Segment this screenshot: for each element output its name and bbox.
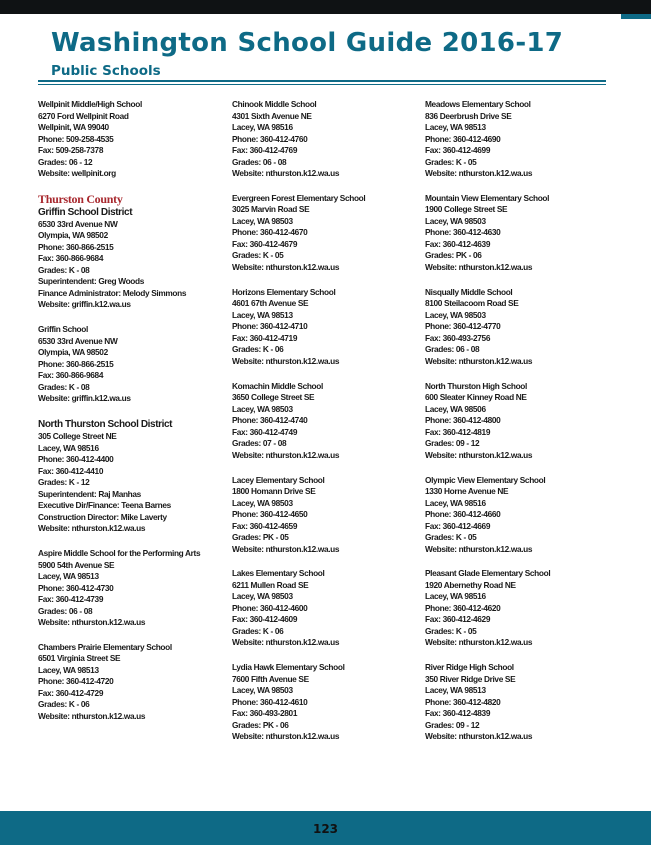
entry-line: Website: nthurston.k12.wa.us: [232, 168, 340, 178]
entry-line: Website: nthurston.k12.wa.us: [425, 261, 533, 272]
entry-line: Phone: 360-412-4600: [232, 602, 308, 613]
entry-line: Phone: 360-412-4610: [232, 696, 308, 707]
school-entry: [38, 324, 223, 405]
entry-line: 1800 Homann Drive SE: [232, 486, 316, 497]
school-entry: [425, 99, 610, 180]
entry-line: Fax: 360-493-2801: [232, 708, 298, 719]
school-entry: [38, 642, 223, 723]
entry-line: Website: nthurston.k12.wa.us: [425, 637, 533, 648]
school-name: Mountain View Elementary School: [425, 192, 550, 203]
school-entry: [38, 99, 223, 180]
entry-line: Fax: 360-412-4729: [38, 687, 104, 698]
entry-line: 1330 Horne Avenue NE: [425, 486, 509, 497]
entry-line: Phone: 360-412-4710: [232, 321, 308, 332]
entry-line: Lacey, WA 98513: [232, 309, 293, 320]
entry-line: 7600 Fifth Avenue SE: [232, 673, 309, 684]
school-entry: [232, 193, 417, 274]
entry-line: Website: nthurston.k12.wa.us: [232, 637, 340, 648]
entry-line: Website: nthurston.k12.wa.us: [38, 710, 146, 721]
entry-line: Fax: 360-412-4669: [425, 520, 491, 531]
entry-line: Phone: 360-412-4690: [425, 133, 501, 144]
entry-line: Grades: 06 - 08: [425, 344, 480, 355]
entry-line: Fax: 360-412-4699: [425, 145, 491, 155]
entry-line: Fax: 360-493-2756: [425, 332, 491, 343]
school-entry: [38, 548, 223, 629]
entry-line: Grades: K - 06: [38, 699, 90, 710]
entry-line: 8100 Steilacoom Road SE: [425, 298, 519, 309]
entry-line: Website: nthurston.k12.wa.us: [232, 731, 340, 742]
entry-line: Lacey, WA 98503: [232, 591, 293, 602]
entry-line: Construction Director: Mike Laverty: [38, 511, 167, 522]
entry-line: 600 Sleater Kinney Road NE: [425, 392, 527, 403]
entry-line: Fax: 360-412-4839: [425, 708, 491, 719]
school-entry: [425, 287, 610, 368]
entry-line: Lacey, WA 98503: [425, 215, 486, 226]
entry-line: Phone: 360-412-4740: [232, 415, 308, 426]
entry-line: Grades: PK - 06: [232, 719, 289, 730]
school-name: Lydia Hawk Elementary School: [232, 662, 345, 673]
entry-line: Lacey, WA 98503: [232, 403, 293, 414]
entry-line: Grades: K - 06: [232, 344, 284, 355]
page-title: Washington School Guide 2016-17: [51, 28, 564, 58]
entry-line: Lacey, WA 98516: [38, 442, 99, 453]
entry-line: Phone: 360-866-2515: [38, 358, 114, 369]
entry-line: 350 River Ridge Drive SE: [425, 673, 516, 684]
header-rule: [38, 80, 606, 82]
entry-line: Grades: PK - 05: [232, 532, 289, 543]
school-name: Lacey Elementary School: [232, 474, 325, 485]
school-name: Evergreen Forest Elementary School: [232, 192, 366, 203]
entry-line: 6501 Virginia Street SE: [38, 653, 121, 664]
entry-line: Website: nthurston.k12.wa.us: [425, 168, 533, 178]
school-entry: [425, 568, 610, 649]
entry-line: Phone: 360-412-4670: [232, 227, 308, 238]
entry-line: 305 College Street NE: [38, 431, 117, 442]
entry-line: Phone: 360-412-4730: [38, 582, 114, 593]
column-2: [232, 99, 417, 756]
entry-line: Website: wellpinit.org: [38, 168, 116, 178]
entry-line: Olympia, WA 98502: [38, 230, 108, 241]
entry-line: Fax: 360-412-4659: [232, 520, 298, 531]
entry-line: 1920 Abernethy Road NE: [425, 579, 516, 590]
entry-line: Fax: 360-412-4609: [232, 614, 298, 625]
entry-line: Phone: 509-258-4535: [38, 133, 114, 144]
entry-line: Phone: 360-412-4650: [232, 509, 308, 520]
entry-line: Website: nthurston.k12.wa.us: [425, 355, 533, 366]
entry-line: Grades: 06 - 08: [232, 156, 287, 167]
entry-line: Fax: 360-412-4819: [425, 426, 491, 437]
entry-line: Grades: K - 12: [38, 477, 90, 488]
entry-line: Website: griffin.k12.wa.us: [38, 393, 131, 404]
entry-line: Phone: 360-412-4720: [38, 676, 114, 687]
entry-line: Website: nthurston.k12.wa.us: [232, 355, 340, 366]
entry-line: Website: nthurston.k12.wa.us: [232, 261, 340, 272]
school-name: Lakes Elementary School: [232, 568, 325, 579]
school-entry: [425, 193, 610, 274]
entry-line: 6530 33rd Avenue NW: [38, 335, 118, 346]
county-heading: Thurston County: [38, 191, 123, 206]
entry-line: Fax: 509-258-7378: [38, 145, 104, 155]
school-name: Griffin School: [38, 324, 88, 335]
header-rule-thin: [38, 84, 606, 85]
school-entry: [425, 381, 610, 462]
entry-line: Grades: 09 - 12: [425, 438, 480, 449]
district-heading: North Thurston School District: [38, 419, 173, 431]
entry-line: Superintendent: Greg Woods: [38, 276, 144, 287]
school-entry: [425, 475, 610, 556]
entry-line: Lacey, WA 98503: [232, 215, 293, 226]
school-name: River Ridge High School: [425, 662, 514, 673]
entry-line: Website: nthurston.k12.wa.us: [425, 731, 533, 742]
school-entry: [38, 418, 223, 535]
school-entry: [232, 381, 417, 462]
entry-line: Website: nthurston.k12.wa.us: [232, 449, 340, 460]
entry-line: Grades: K - 05: [425, 156, 477, 167]
school-name: Chambers Prairie Elementary School: [38, 641, 172, 652]
entry-line: Fax: 360-412-4769: [232, 145, 298, 155]
entry-line: 1900 College Street SE: [425, 204, 508, 215]
entry-line: Executive Dir/Finance: Teena Barnes: [38, 500, 171, 511]
entry-line: Phone: 360-412-4630: [425, 227, 501, 238]
column-3: [425, 99, 610, 756]
top-bar: [0, 0, 651, 14]
entry-line: 4301 Sixth Avenue NE: [232, 110, 312, 121]
entry-line: 6211 Mullen Road SE: [232, 579, 309, 590]
school-name: Komachin Middle School: [232, 380, 323, 391]
school-name: Wellpinit Middle/High School: [38, 99, 142, 109]
school-entry: [425, 662, 610, 743]
entry-line: Grades: 07 - 08: [232, 438, 287, 449]
school-name: North Thurston High School: [425, 380, 527, 391]
entry-line: Lacey, WA 98503: [232, 685, 293, 696]
entry-line: Phone: 360-412-4770: [425, 321, 501, 332]
page-number: 123: [312, 822, 339, 836]
entry-line: Superintendent: Raj Manhas: [38, 488, 141, 499]
entry-line: Website: nthurston.k12.wa.us: [425, 543, 533, 554]
entry-line: Grades: 06 - 08: [38, 605, 93, 616]
district-heading: Griffin School District: [38, 206, 133, 218]
entry-line: Lacey, WA 98506: [425, 403, 486, 414]
entry-line: Lacey, WA 98513: [38, 664, 99, 675]
entry-line: Phone: 360-412-4820: [425, 696, 501, 707]
school-name: Horizons Elementary School: [232, 286, 336, 297]
entry-line: Phone: 360-412-4620: [425, 602, 501, 613]
entry-line: Grades: K - 06: [232, 625, 284, 636]
school-entry: [232, 99, 417, 180]
school-entry: [38, 193, 223, 311]
entry-line: Lacey, WA 98513: [425, 122, 486, 132]
school-entry: [232, 662, 417, 743]
entry-line: Phone: 360-412-4800: [425, 415, 501, 426]
entry-line: Fax: 360-412-4639: [425, 238, 491, 249]
entry-line: Lacey, WA 98503: [425, 309, 486, 320]
entry-line: Phone: 360-866-2515: [38, 241, 114, 252]
entry-line: Website: nthurston.k12.wa.us: [38, 523, 146, 534]
entry-line: Grades: K - 08: [38, 264, 90, 275]
entry-line: Grades: 06 - 12: [38, 156, 93, 167]
entry-line: Fax: 360-412-4679: [232, 238, 298, 249]
entry-line: Grades: K - 05: [232, 250, 284, 261]
school-name: Aspire Middle School for the Performing Arts: [38, 548, 201, 559]
entry-line: Grades: PK - 06: [425, 250, 482, 261]
entry-line: Lacey, WA 98516: [232, 122, 293, 132]
school-name: Chinook Middle School: [232, 99, 317, 109]
entry-line: Wellpinit, WA 99040: [38, 122, 109, 132]
entry-line: 3650 College Street SE: [232, 392, 315, 403]
school-entry: [232, 287, 417, 368]
entry-line: Fax: 360-412-4629: [425, 614, 491, 625]
entry-line: Fax: 360-412-4410: [38, 465, 104, 476]
entry-line: Grades: 09 - 12: [425, 719, 480, 730]
entry-line: Website: nthurston.k12.wa.us: [425, 449, 533, 460]
entry-line: Grades: K - 05: [425, 532, 477, 543]
entry-line: Website: nthurston.k12.wa.us: [232, 543, 340, 554]
entry-line: Lacey, WA 98516: [425, 497, 486, 508]
school-name: Olympic View Elementary School: [425, 474, 546, 485]
school-name: Pleasant Glade Elementary School: [425, 568, 551, 579]
entry-line: Fax: 360-412-4719: [232, 332, 298, 343]
entry-line: Phone: 360-412-4400: [38, 454, 114, 465]
entry-line: 3025 Marvin Road SE: [232, 204, 310, 215]
entry-line: Website: nthurston.k12.wa.us: [38, 617, 146, 628]
column-1: [38, 99, 223, 736]
entry-line: 6530 33rd Avenue NW: [38, 218, 118, 229]
page-subtitle: Public Schools: [51, 63, 161, 79]
entry-line: Website: griffin.k12.wa.us: [38, 299, 131, 310]
entry-line: 5900 54th Avenue SE: [38, 559, 115, 570]
entry-line: Fax: 360-866-9684: [38, 253, 104, 264]
entry-line: Fax: 360-412-4749: [232, 426, 298, 437]
entry-line: Finance Administrator: Melody Simmons: [38, 287, 187, 298]
entry-line: Fax: 360-412-4739: [38, 594, 104, 605]
school-name: Meadows Elementary School: [425, 99, 531, 109]
entry-line: 4601 67th Avenue SE: [232, 298, 309, 309]
school-entry: [232, 568, 417, 649]
entry-line: Lacey, WA 98513: [38, 571, 99, 582]
entry-line: Olympia, WA 98502: [38, 347, 108, 358]
entry-line: Grades: K - 08: [38, 381, 90, 392]
school-entry: [232, 475, 417, 556]
entry-line: Phone: 360-412-4760: [232, 133, 308, 144]
entry-line: 6270 Ford Wellpinit Road: [38, 110, 129, 121]
entry-line: Lacey, WA 98503: [232, 497, 293, 508]
entry-line: Phone: 360-412-4660: [425, 509, 501, 520]
entry-line: 836 Deerbrush Drive SE: [425, 110, 512, 121]
top-accent-bar: [621, 14, 651, 19]
school-name: Nisqually Middle School: [425, 286, 513, 297]
entry-line: Fax: 360-866-9684: [38, 370, 104, 381]
entry-line: Lacey, WA 98516: [425, 591, 486, 602]
entry-line: Lacey, WA 98513: [425, 685, 486, 696]
entry-line: Grades: K - 05: [425, 625, 477, 636]
